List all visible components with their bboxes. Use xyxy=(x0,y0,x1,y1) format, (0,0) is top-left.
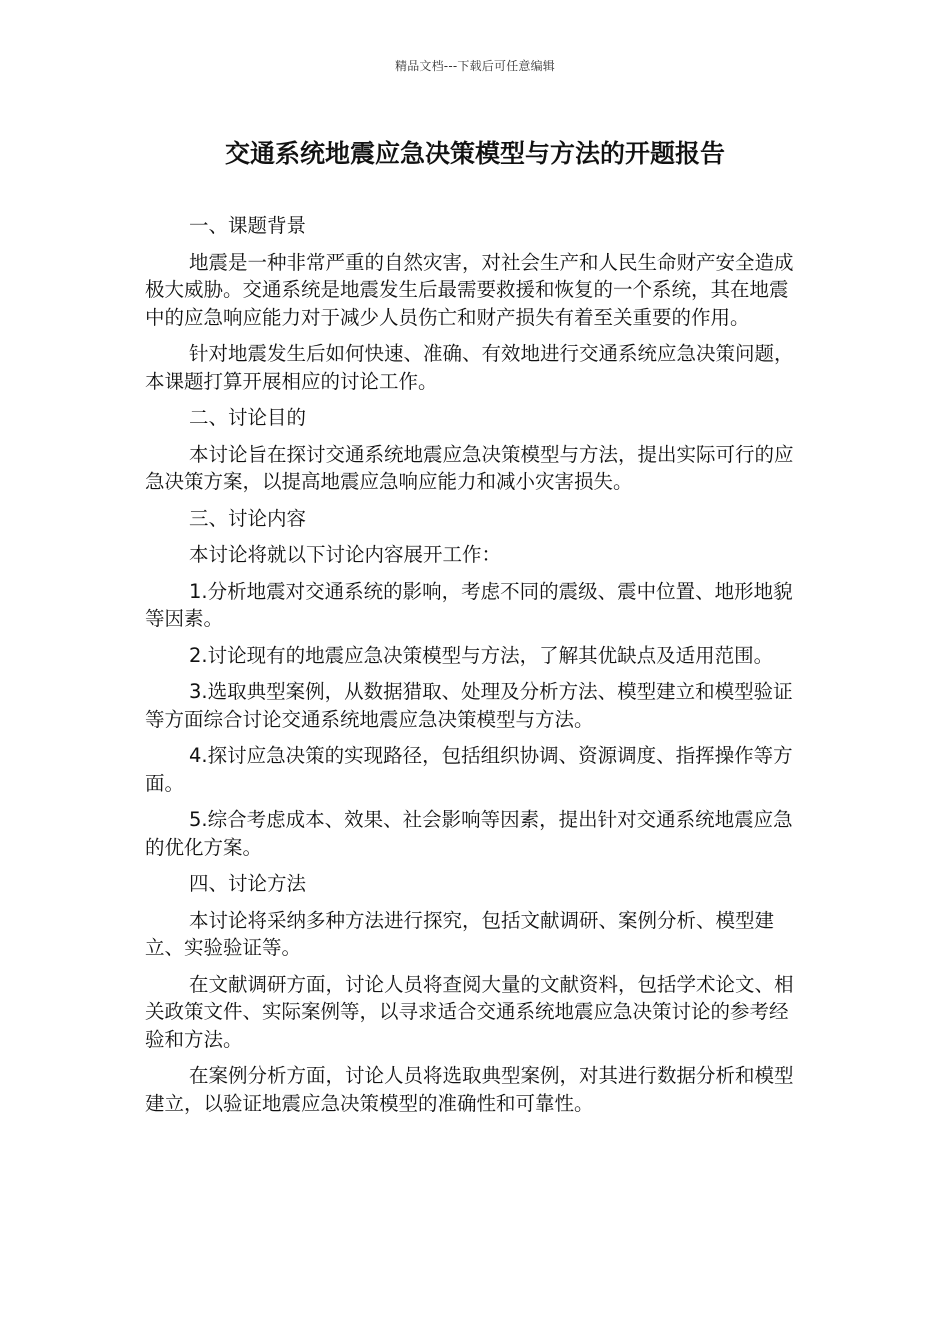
paragraph: 本讨论将采纳多种方法进行探究，包括文献调研、案例分析、模型建立、实验验证等。 xyxy=(145,908,775,959)
list-item: 2.讨论现有的地震应急决策模型与方法，了解其优缺点及适用范围。 xyxy=(189,643,774,667)
section-heading: 二、讨论目的 xyxy=(189,406,307,429)
paragraph: 在文献调研方面，讨论人员将查阅大量的文献资料，包括学术论文、相关政策文件、实际案例等，以寻求适合交通系统地震应急决策讨论的参考经验和方法。 xyxy=(145,972,794,1051)
list-item: 4.探讨应急决策的实现路径，包括组织协调、资源调度、指挥操作等方面。 xyxy=(145,744,793,795)
section-method xyxy=(145,870,807,1117)
list-item: 1.分析地震对交通系统的影响，考虑不同的震级、震中位置、地形地貌等因素。 xyxy=(145,579,793,630)
document-title: 交通系统地震应急决策模型与方法的开题报告 xyxy=(224,139,725,168)
section-heading: 一、课题背景 xyxy=(189,214,307,237)
paragraph: 地震是一种非常严重的自然灾害，对社会生产和人民生命财产安全造成极大威胁。交通系统是地震发生后最需要救援和恢复的一个系统，其在地震中的应急响应能力对于减少人员伤亡和财产损失有着至关重要的作用。 xyxy=(145,250,794,329)
paragraph: 本讨论将就以下讨论内容展开工作： xyxy=(189,543,502,566)
page-header: 精品文档---下载后可任意编辑 xyxy=(395,59,555,73)
section-content xyxy=(145,505,807,862)
section-background xyxy=(145,212,807,395)
section-purpose xyxy=(145,404,807,496)
paragraph: 本讨论旨在探讨交通系统地震应急决策模型与方法，提出实际可行的应急决策方案，以提高地震应急响应能力和减小灾害损失。 xyxy=(145,442,794,493)
list-item: 3.选取典型案例，从数据猎取、处理及分析方法、模型建立和模型验证等方面综合讨论交通系统地震应急决策模型与方法。 xyxy=(145,680,793,731)
document-body xyxy=(145,212,807,1126)
section-heading: 四、讨论方法 xyxy=(189,872,307,895)
section-heading: 三、讨论内容 xyxy=(189,506,307,530)
list-item: 5.综合考虑成本、效果、社会影响等因素，提出针对交通系统地震应急的优化方案。 xyxy=(145,808,793,859)
paragraph: 在案例分析方面，讨论人员将选取典型案例，对其进行数据分析和模型建立，以验证地震应急决策模型的准确性和可靠性。 xyxy=(145,1064,794,1115)
paragraph: 针对地震发生后如何快速、准确、有效地进行交通系统应急决策问题，本课题打算开展相应的讨论工作。 xyxy=(145,342,794,393)
